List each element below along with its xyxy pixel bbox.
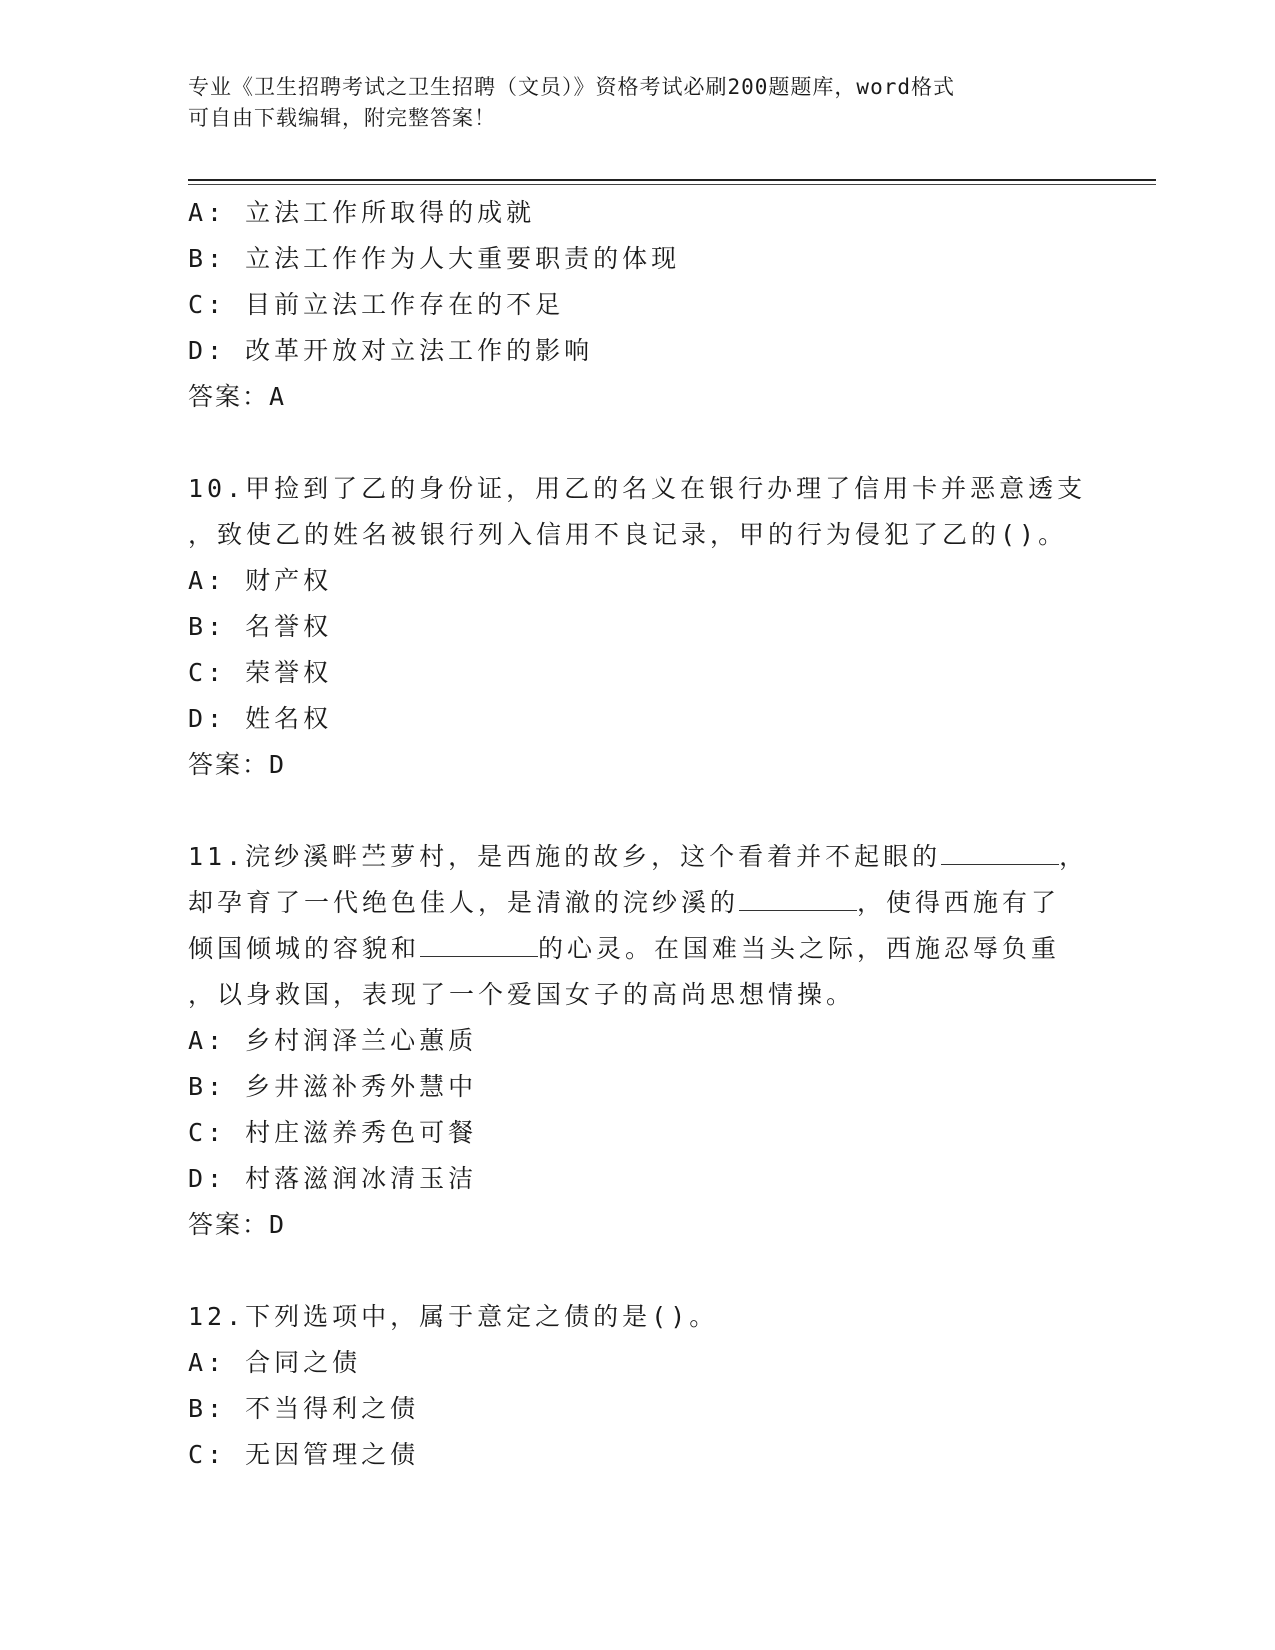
question-stem-continued: ，致使乙的姓名被银行列入信用不良记录，甲的行为侵犯了乙的()。 [188,520,1068,549]
document-header [188,72,1088,134]
answer-line: 答案：A [188,382,287,411]
option-a: A: 乡村润泽兰心蕙质 [188,1026,478,1055]
option-b: B: 不当得利之债 [188,1394,420,1423]
stem-text: ， [1059,842,1089,871]
question-12 [188,1294,1088,1478]
fill-in-blank-2 [739,880,857,911]
header-divider-thick [188,179,1156,181]
option-c: C: 荣誉权 [188,658,333,687]
question-11 [188,834,1088,1248]
option-d: D: 村落滋润冰清玉洁 [188,1164,478,1193]
option-d: D: 改革开放对立法工作的影响 [188,336,594,365]
option-a: A: 合同之债 [188,1348,362,1377]
stem-text: 倾国倾城的容貌和 [188,934,421,963]
option-b: B: 立法工作作为人大重要职责的体现 [188,244,681,273]
spacer [188,420,1088,466]
stem-text: 的心灵。在国难当头之际，西施忍辱负重 [538,934,1061,963]
option-b: B: 名誉权 [188,612,333,641]
question-10 [188,466,1088,788]
answer-line: 答案：D [188,1210,287,1239]
stem-text: 11.浣纱溪畔苎萝村，是西施的故乡，这个看着并不起眼的 [188,842,942,871]
stem-text: 却孕育了一代绝色佳人，是清澈的浣纱溪的 [188,888,740,917]
header-title-line1: 专业《卫生招聘考试之卫生招聘（文员）》资格考试必刷200题题库，word格式 [188,75,955,99]
question-stem: 12.下列选项中，属于意定之债的是()。 [188,1302,719,1331]
option-a: A: 财产权 [188,566,333,595]
option-d: D: 姓名权 [188,704,333,733]
spacer [188,1248,1088,1294]
fill-in-blank-3 [420,926,538,957]
answer-line: 答案：D [188,750,287,779]
question-stem-continued: ，以身救国，表现了一个爱国女子的高尚思想情操。 [188,980,856,1009]
question-stem [188,834,1088,880]
stem-text: ，使得西施有了 [857,888,1061,917]
option-c: C: 村庄滋养秀色可餐 [188,1118,478,1147]
fill-in-blank-1 [941,834,1059,865]
question-stem-continued [188,926,1088,972]
option-c: C: 目前立法工作存在的不足 [188,290,565,319]
option-c: C: 无因管理之债 [188,1440,420,1469]
spacer [188,788,1088,834]
question-list [188,190,1088,1478]
question-9 [188,190,1088,420]
question-stem: 10.甲捡到了乙的身份证，用乙的名义在银行办理了信用卡并恶意透支 [188,474,1087,503]
option-b: B: 乡井滋补秀外慧中 [188,1072,478,1101]
option-a: A: 立法工作所取得的成就 [188,198,536,227]
header-title-line2: 可自由下载编辑，附完整答案！ [188,106,496,130]
question-stem-continued [188,880,1088,926]
header-divider-thin [188,184,1156,185]
